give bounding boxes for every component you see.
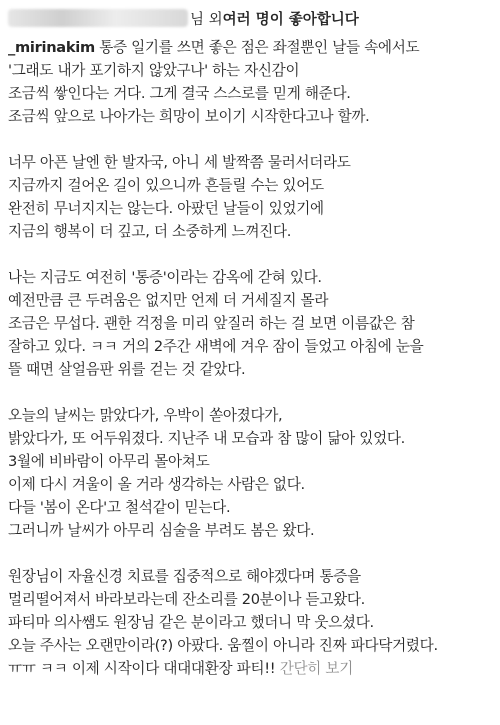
caption-line: 그러니까 날씨가 아무리 심술을 부려도 봄은 왔다. (8, 522, 315, 539)
caption-line: 조금씩 앞으로 나아가는 희망이 보이기 시작한다고나 할까. (8, 108, 370, 125)
likes-suffix: 님 외 (190, 11, 223, 28)
caption-line: 다들 '봄이 온다'고 철석같이 믿는다. (8, 499, 231, 516)
caption-line: ㅠㅠ ㅋㅋ 이제 시작이다 대대대환장 파티!! 간단히 보기 (8, 660, 354, 677)
caption-paragraph (8, 404, 494, 542)
caption-paragraph (8, 565, 494, 680)
caption-line: 파티마 의사쌤도 원장님 같은 분이라고 했더니 막 웃으셨다. (8, 614, 374, 631)
caption-paragraph (8, 36, 494, 128)
caption-line: 원장님이 자율신경 치료를 집중적으로 해야겠다며 통증을 (8, 568, 361, 585)
caption-line: 밝았다가, 또 어두워졌다. 지난주 내 모습과 참 많이 닮아 있었다. (8, 430, 406, 447)
caption-line: 나는 지금도 여전히 '통증'이라는 감옥에 갇혀 있다. (8, 269, 322, 286)
likes-others-link[interactable]: 여러 명이 좋아합니다 (222, 11, 359, 28)
blurred-username (8, 9, 188, 27)
caption-line: 멀리떨어져서 바라보라는데 잔소리를 20분이나 듣고왔다. (8, 591, 366, 608)
caption-line: '그래도 내가 포기하지 않았구나' 하는 자신감이 (8, 62, 300, 79)
caption-line: 잘하고 있다. ㅋㅋ 거의 2주간 새벽에 겨우 잠이 들었고 아침에 눈을 (8, 338, 424, 355)
caption-paragraph (8, 266, 494, 381)
caption-line: 지금까지 걸어온 길이 있으니까 흔들릴 수는 있어도 (8, 177, 324, 194)
caption-line: 3월에 비바람이 아무리 몰아쳐도 (8, 453, 210, 470)
likes-summary[interactable] (8, 4, 359, 32)
caption-line: 너무 아픈 날엔 한 발자국, 아니 세 발짝쯤 물러서더라도 (8, 154, 351, 171)
caption-line: _mirinakim 통증 일기를 쓰면 좋은 점은 좌절뿐인 날들 속에서도 (8, 39, 420, 56)
caption-username[interactable]: _mirinakim (8, 39, 95, 56)
caption-line: 오늘의 날씨는 맑았다가, 우박이 쏟아졌다가, (8, 407, 283, 424)
caption-paragraph (8, 151, 494, 243)
caption-line: 지금의 행복이 더 깊고, 더 소중하게 느껴진다. (8, 223, 292, 240)
caption-line: 조금씩 쌓인다는 거다. 그게 결국 스스로를 믿게 해준다. (8, 85, 351, 102)
collapse-caption-link[interactable]: 간단히 보기 (279, 660, 354, 677)
caption-text (8, 36, 494, 680)
caption-line: 예전만큼 큰 두려움은 없지만 언제 더 거세질지 몰라 (8, 292, 329, 309)
caption-line: 이제 다시 겨울이 올 거라 생각하는 사람은 없다. (8, 476, 305, 493)
caption-line: 뜰 때면 살얼음판 위를 걷는 것 같았다. (8, 361, 246, 378)
caption-line: 완전히 무너지지는 않는다. 아팠던 날들이 있었기에 (8, 200, 324, 217)
caption-line: 조금은 무섭다. 괜한 걱정을 미리 앞질러 하는 걸 보면 이름값은 참 (8, 315, 415, 332)
caption-line: 오늘 주사는 오랜만이라(?) 아팠다. 움찔이 아니라 진짜 파다닥거렸다. (8, 637, 438, 654)
